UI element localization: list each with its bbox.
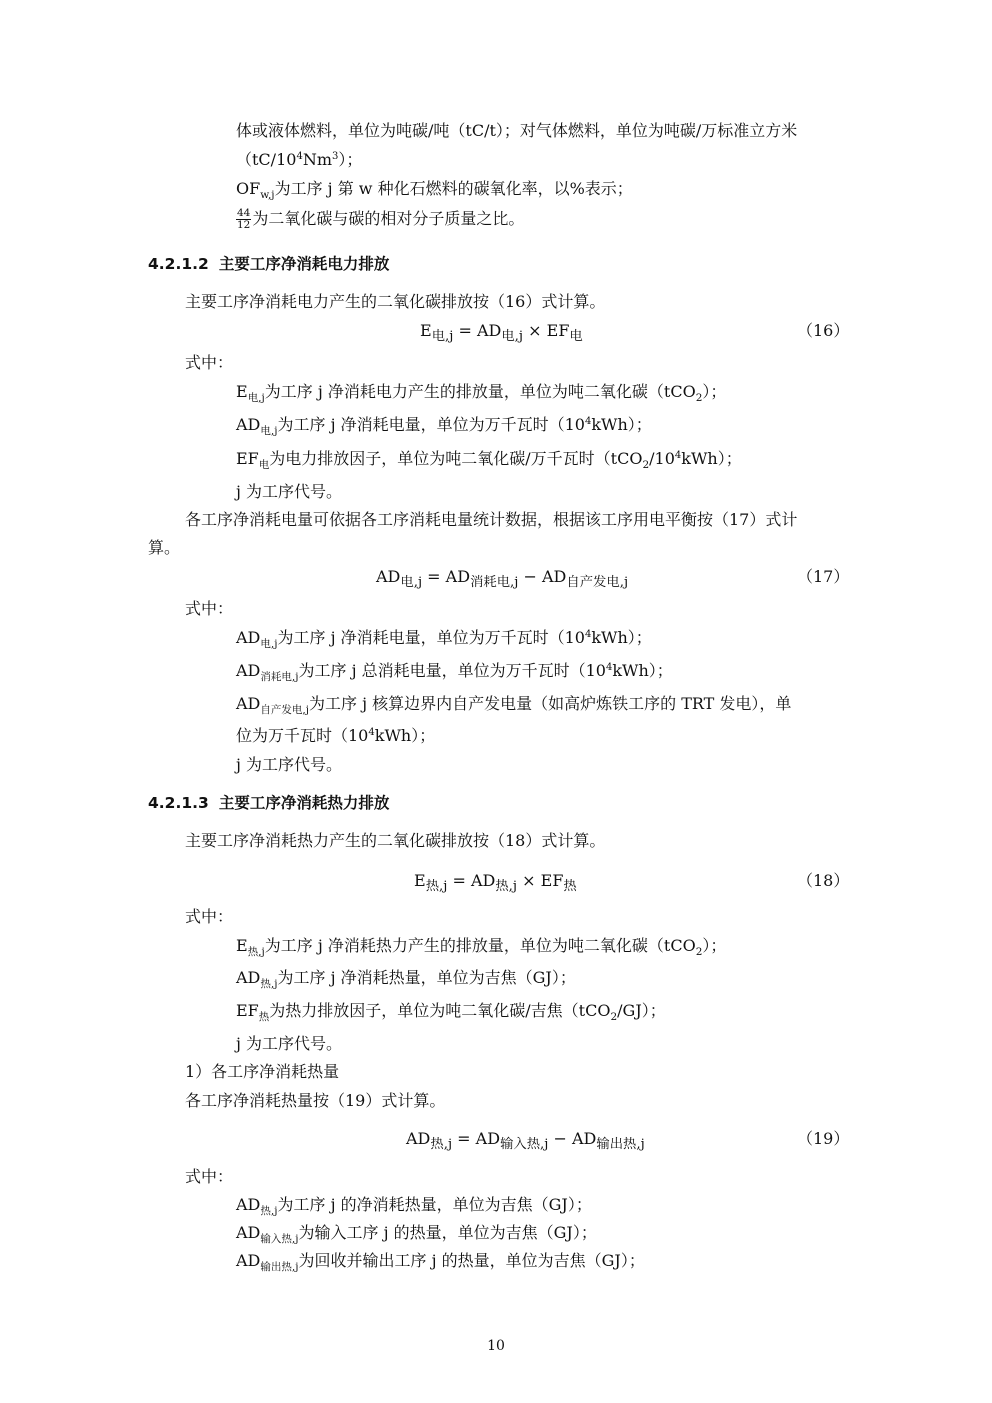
equation-number: （17） [797, 567, 850, 586]
where-label: 式中： [185, 1167, 234, 1186]
definition-line: $E_{电,j}$为工序 j 净消耗电力产生的排放量，单位为吨二氧化碳（tCO$_2$）； [236, 382, 727, 404]
definition-line: j 为工序代号。 [236, 755, 343, 774]
definition-line: $E_{热,j}$为工序 j 净消耗热力产生的排放量，单位为吨二氧化碳（tCO$_2$）； [236, 936, 727, 958]
equation: $AD_{热,j} = AD_{输入热,j} - AD_{输出热,j}$ [406, 1129, 645, 1153]
equation-number: （18） [797, 871, 850, 890]
equation-number: （16） [797, 321, 850, 340]
definition-line: $AD_{热,j}$为工序 j 净消耗热量，单位为吉焦（GJ）； [236, 968, 576, 990]
section-heading: 4.2.1.2 主要工序净消耗电力排放 [148, 255, 390, 273]
paragraph: 各工序净消耗热量按（19）式计算。 [185, 1091, 446, 1110]
equation-number: （19） [797, 1129, 850, 1148]
section-heading: 4.2.1.3 主要工序净消耗热力排放 [148, 794, 390, 812]
definition-line: $EF_热$为热力排放因子，单位为吨二氧化碳/吉焦（tCO$_2$/GJ）； [236, 1001, 666, 1023]
definition-line: j 为工序代号。 [236, 482, 343, 501]
equation: $AD_{电,j} = AD_{消耗电,j} - AD_{自产发电,j}$ [376, 567, 629, 591]
where-label: 式中： [185, 907, 234, 926]
page-number: 10 [487, 1338, 505, 1354]
paragraph: 算。 [148, 538, 181, 557]
definition-line: $AD_{电,j}$为工序 j 净消耗电量，单位为万千瓦时$(10^4kWh)$； [236, 415, 652, 437]
definition-line: j 为工序代号。 [236, 1034, 343, 1053]
text-line: 体或液体燃料，单位为吨碳/吨（tC/t）；对气体燃料，单位为吨碳/万标准立方米 [236, 121, 798, 140]
definition-line: $AD_{热,j}$为工序 j 的净消耗热量，单位为吉焦（GJ）； [236, 1195, 592, 1217]
paragraph: 各工序净消耗电量可依据各工序消耗电量统计数据，根据该工序用电平衡按（17）式计 [185, 510, 798, 529]
text-line: $(tC/10^4Nm^3)$； [236, 150, 363, 169]
equation: $E_{电,j} = AD_{电,j} \times EF_电$ [420, 321, 583, 345]
definition-line: $OF_{w,j}$为工序 j 第 w 种化石燃料的碳氧化率，以%表示； [236, 179, 633, 201]
where-label: 式中： [185, 599, 234, 618]
definition-line: $AD_{消耗电,j}$为工序 j 总消耗电量，单位为万千瓦时$(10^4kWh)$； [236, 661, 673, 683]
where-label: 式中： [185, 353, 234, 372]
definition-line: $\frac{44}{12}$ 为二氧化碳与碳的相对分子质量之比。 [237, 207, 525, 231]
definition-line: $EF_电$为电力排放因子，单位为吨二氧化碳/万千瓦时$(tCO_2/10^4kWh)$； [236, 449, 742, 471]
definition-line: $AD_{自产发电,j}$为工序 j 核算边界内自产发电量（如高炉炼铁工序的 TRT 发电），单 [236, 694, 792, 716]
fraction: $\frac{44}{12}$ [237, 207, 251, 231]
paragraph: 主要工序净消耗电力产生的二氧化碳排放按（16）式计算。 [185, 292, 606, 311]
list-item: 1）各工序净消耗热量 [185, 1062, 340, 1081]
paragraph: 主要工序净消耗热力产生的二氧化碳排放按（18）式计算。 [185, 831, 606, 850]
definition-line: $AD_{输入热,j}$为输入工序 j 的热量，单位为吉焦（GJ）； [236, 1223, 597, 1245]
definition-line: $AD_{输出热,j}$为回收并输出工序 j 的热量，单位为吉焦（GJ）； [236, 1251, 645, 1273]
equation: $E_{热,j} = AD_{热,j} \times EF_热$ [414, 871, 577, 895]
definition-line: $AD_{电,j}$为工序 j 净消耗电量，单位为万千瓦时$(10^4kWh)$； [236, 628, 652, 650]
definition-line: 位为万千瓦时$(10^4kWh)$； [236, 726, 436, 745]
